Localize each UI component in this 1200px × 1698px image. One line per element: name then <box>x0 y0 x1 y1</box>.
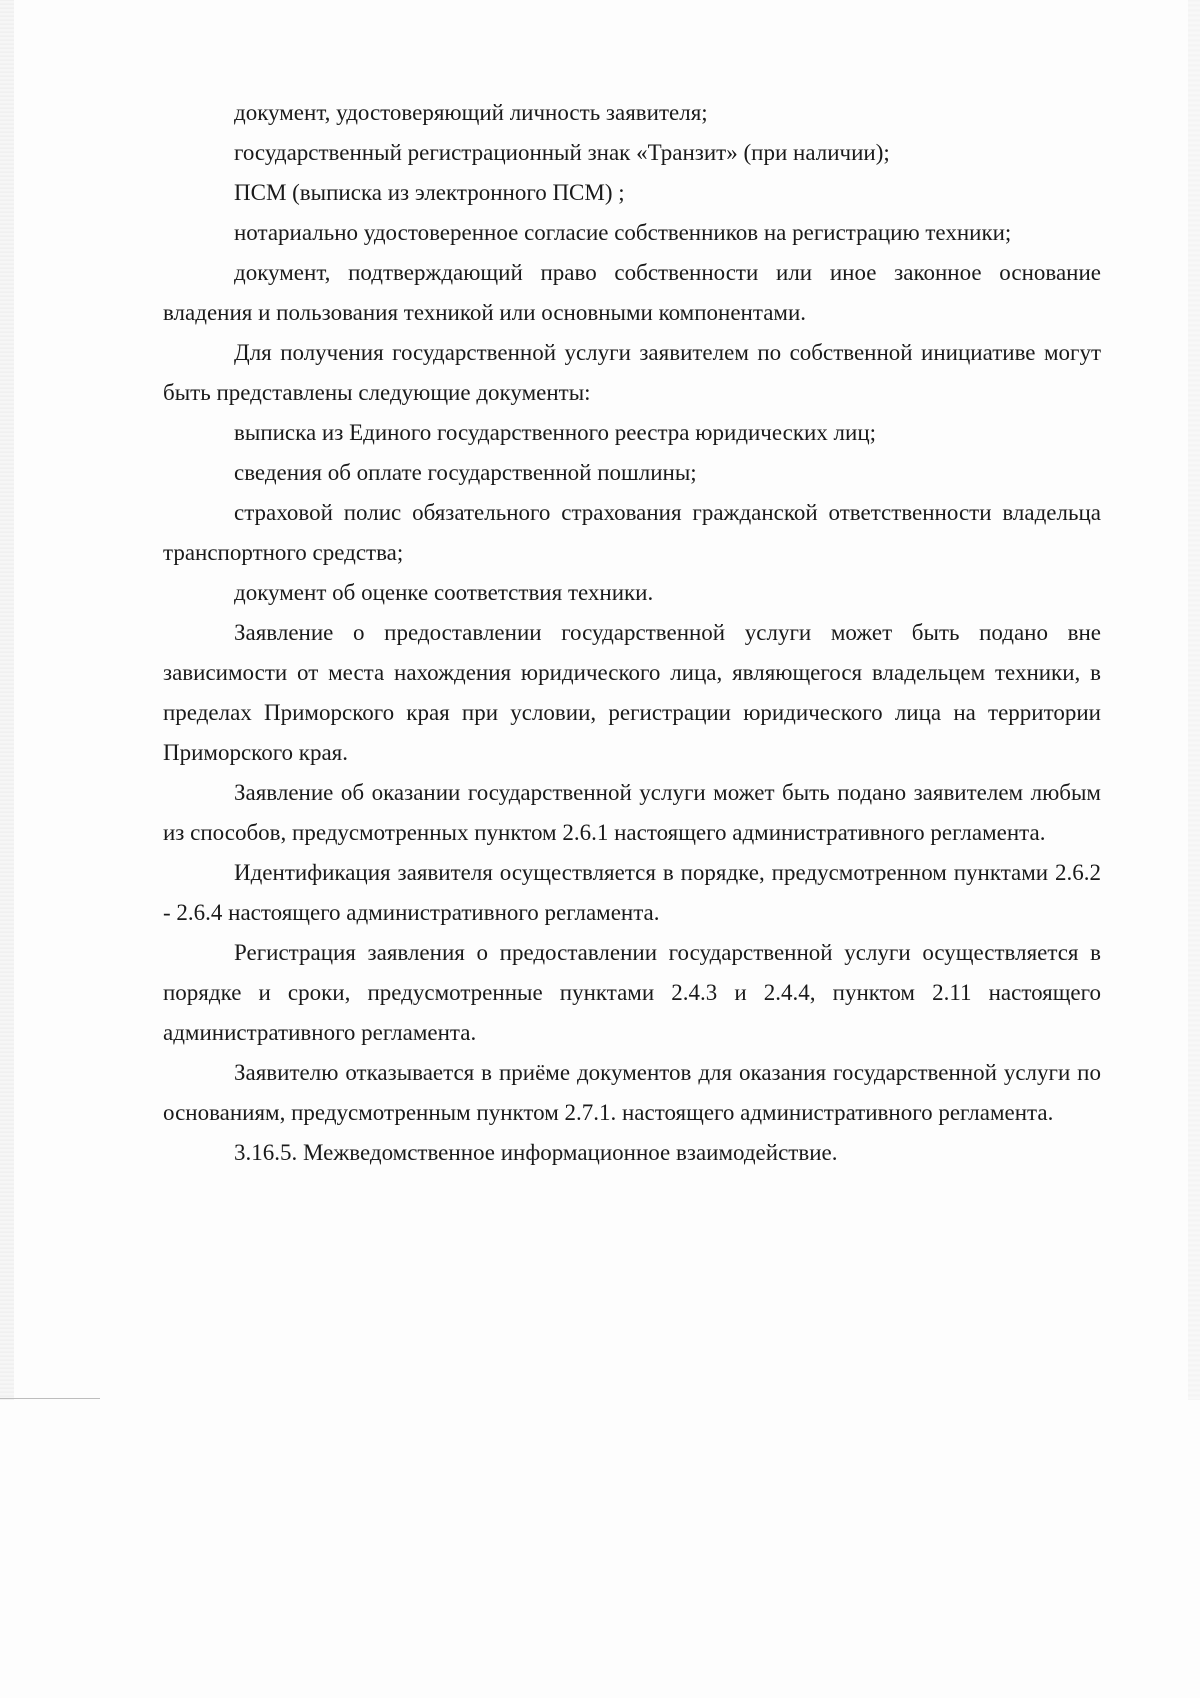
paragraph: выписка из Единого государственного реестра юридических лиц; <box>234 420 877 445</box>
section-heading: 3.16.5. Межведомственное информационное взаимодействие. <box>234 1140 838 1165</box>
paragraph: Для получения государственной услуги заявителем по собственной инициативе могут быть представлены следующие документы: <box>163 340 1101 405</box>
document-body <box>163 93 1101 1173</box>
paragraph: Идентификация заявителя осуществляется в порядке, предусмотренном пунктами 2.6.2 - 2.6.4 настоящего административного регламента. <box>163 860 1101 925</box>
scan-artifact-line <box>0 1398 100 1399</box>
paragraph: государственный регистрационный знак «Транзит» (при наличии); <box>234 140 890 165</box>
paragraph: документ, подтверждающий право собственности или иное законное основание владения и пользования техникой или основными компонентами. <box>163 260 1101 325</box>
paragraph: сведения об оплате государственной пошлины; <box>234 460 697 485</box>
paragraph: ПСМ (выписка из электронного ПСМ) ; <box>234 180 625 205</box>
paragraph: Заявление об оказании государственной услуги может быть подано заявителем любым из способов, предусмотренных пунктом 2.6.1 настоящего административного регламента. <box>163 780 1101 845</box>
paragraph: Регистрация заявления о предоставлении государственной услуги осуществляется в порядке и сроки, предусмотренные пунктами 2.4.3 и 2.4.4, пунктом 2.11 настоящего административного регламента. <box>163 940 1101 1045</box>
scan-edge-left <box>0 0 14 1400</box>
paragraph: документ, удостоверяющий личность заявителя; <box>234 100 708 125</box>
paragraph: Заявление о предоставлении государственной услуги может быть подано вне зависимости от места нахождения юридического лица, являющегося владельцем техники, в пределах Приморского края при условии, регистрации юридического лица на территории Приморского края. <box>163 620 1101 765</box>
paragraph: Заявителю отказывается в приёме документов для оказания государственной услуги по основаниям, предусмотренным пунктом 2.7.1. настоящего административного регламента. <box>163 1060 1101 1125</box>
paragraph: документ об оценке соответствия техники. <box>234 580 654 605</box>
paragraph: страховой полис обязательного страхования гражданской ответственности владельца транспортного средства; <box>163 500 1101 565</box>
paragraph: нотариально удостоверенное согласие собственников на регистрацию техники; <box>234 220 1012 245</box>
scan-edge-right <box>1188 0 1200 1400</box>
